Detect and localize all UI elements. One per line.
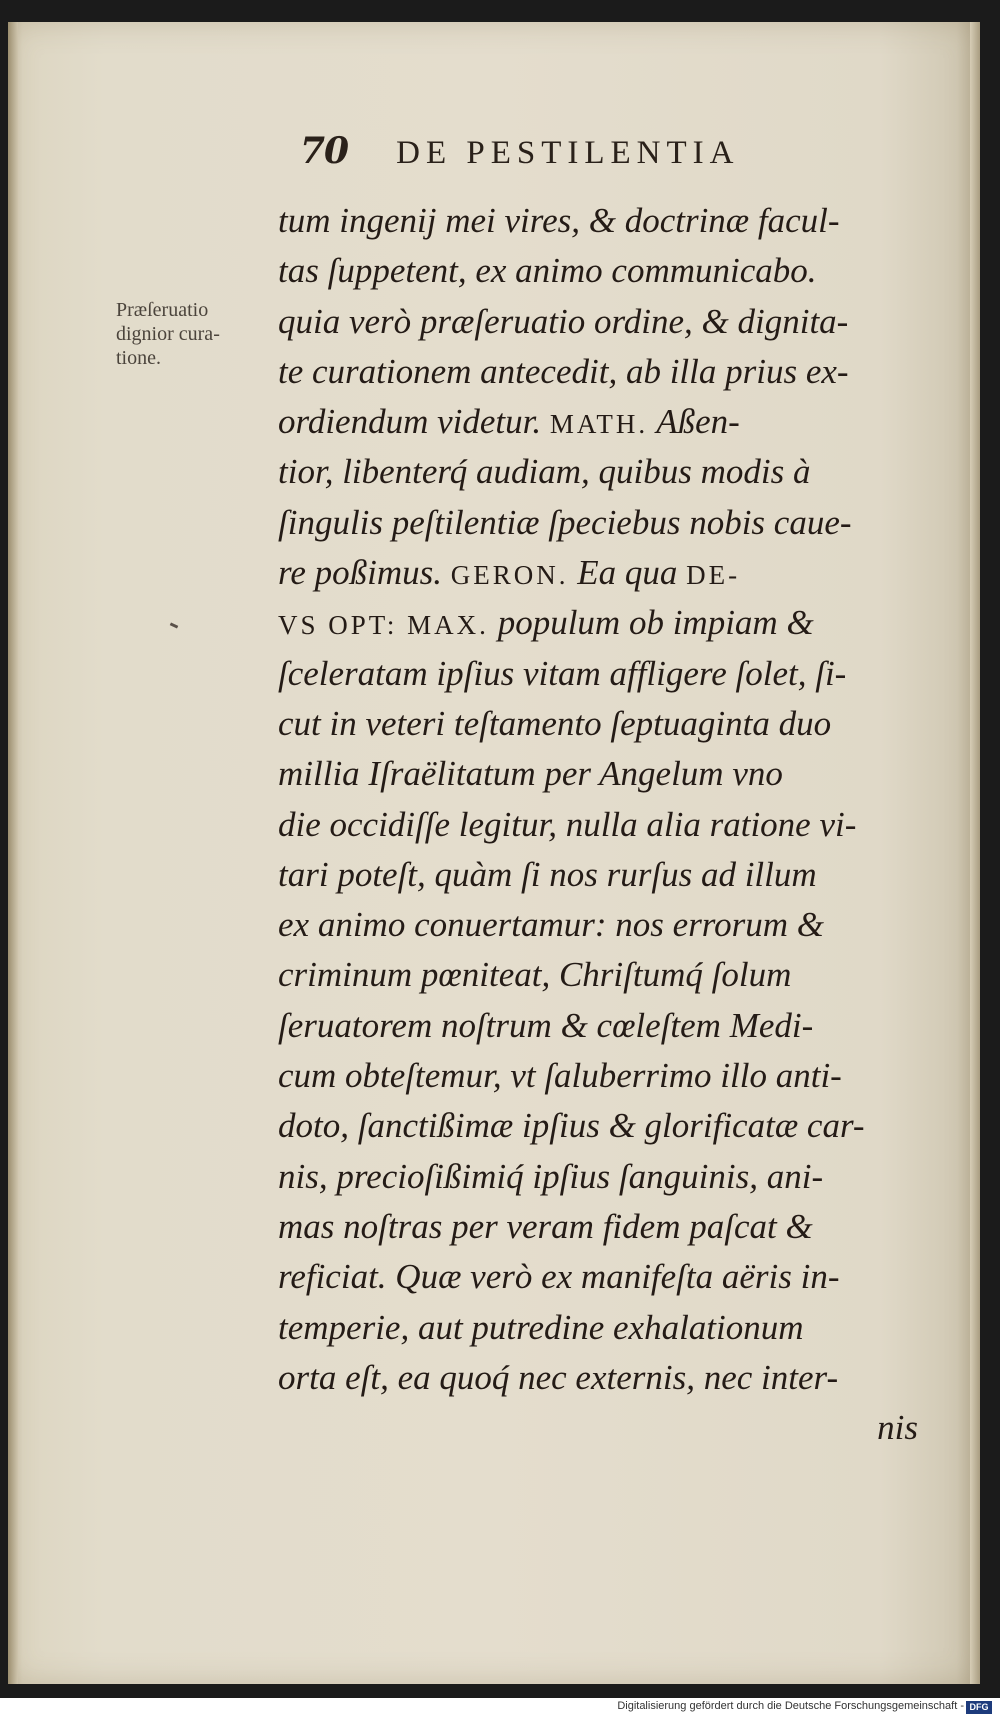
marginal-note-line: tione. — [116, 347, 161, 369]
text-line: tum ingenij mei vires, & doctrinæ facul- — [278, 201, 840, 240]
page-number: 70 — [300, 130, 349, 172]
body-text — [278, 196, 918, 1453]
text-line: te curationem antecedit, ab illa prius ex- — [278, 351, 849, 391]
catchword: nis — [877, 1408, 918, 1448]
text-line: die occidiſſe legitur, nulla alia ratione vi- — [278, 804, 857, 844]
text-line: ex animo conuertamur: nos errorum & — [278, 905, 825, 945]
text-line: temperie, aut putredine exhalationum — [278, 1307, 804, 1347]
text-segment: Ea qua — [568, 553, 687, 593]
text-line — [278, 548, 918, 598]
text-line: ſingulis peſtilentiæ ſpeciebus nobis caue- — [278, 502, 852, 542]
text-line — [278, 397, 918, 447]
text-line: reficiat. Quæ verò ex manifeſta aëris in- — [278, 1257, 840, 1297]
digitization-credit: Digitalisierung gefördert durch die Deutsche Forschungsgemeinschaft - — [617, 1700, 964, 1712]
page-header — [300, 130, 860, 174]
text-line: ſceleratam ipſius vitam affligere ſolet, ſi- — [278, 653, 847, 693]
text-line — [278, 598, 918, 648]
dfg-logo: DFG — [966, 1701, 992, 1714]
text-line: doto, ſanctißimæ ipſius & glorificatæ car- — [278, 1106, 865, 1146]
text-line: ſeruatorem noſtrum & cœleſtem Medi- — [278, 1005, 814, 1045]
marginal-note — [116, 298, 266, 370]
text-segment: Aßen- — [648, 402, 740, 442]
text-line: mas noſtras per veram fidem paſcat & — [278, 1206, 813, 1246]
marginal-note-line: dignior cura- — [116, 323, 220, 345]
text-line: tior, libenterq́ audiam, quibus modis à — [278, 452, 811, 492]
text-line: nis, precioſißimiq́ ipſius ſanguinis, ani- — [278, 1156, 824, 1196]
text-line: tari poteſt, quàm ſi nos rurſus ad illum — [278, 854, 817, 894]
text-line: orta eſt, ea quoq́ nec externis, nec inter- — [278, 1357, 839, 1397]
text-segment-caps: VS OPT: MAX. — [278, 610, 489, 641]
text-line: criminum pœniteat, Chriſtumq́ ſolum — [278, 955, 792, 995]
running-head: DE PESTILENTIA — [396, 135, 740, 171]
text-segment: ordiendum videtur. — [278, 402, 550, 442]
speaker-name: MATH. — [549, 409, 649, 440]
text-line: cum obteſtemur, vt ſaluberrimo illo anti- — [278, 1056, 842, 1096]
marginal-note-line: Præſeruatio — [116, 299, 209, 321]
text-line: quia verò præſeruatio ordine, & dignita- — [278, 301, 849, 341]
page-left-edge — [8, 22, 18, 1684]
text-segment: populum ob impiam & — [488, 603, 814, 643]
speaker-name: GERON. — [450, 560, 569, 591]
page-right-edge — [970, 22, 980, 1684]
text-segment-caps: DE- — [686, 560, 741, 591]
text-line: millia Iſraëlitatum per Angelum vno — [278, 754, 783, 794]
text-segment: re poßimus. — [278, 553, 451, 593]
text-line: tas ſuppetent, ex animo communicabo. — [278, 251, 817, 291]
text-line: cut in veteri teſtamento ſeptuaginta duo — [278, 703, 832, 743]
